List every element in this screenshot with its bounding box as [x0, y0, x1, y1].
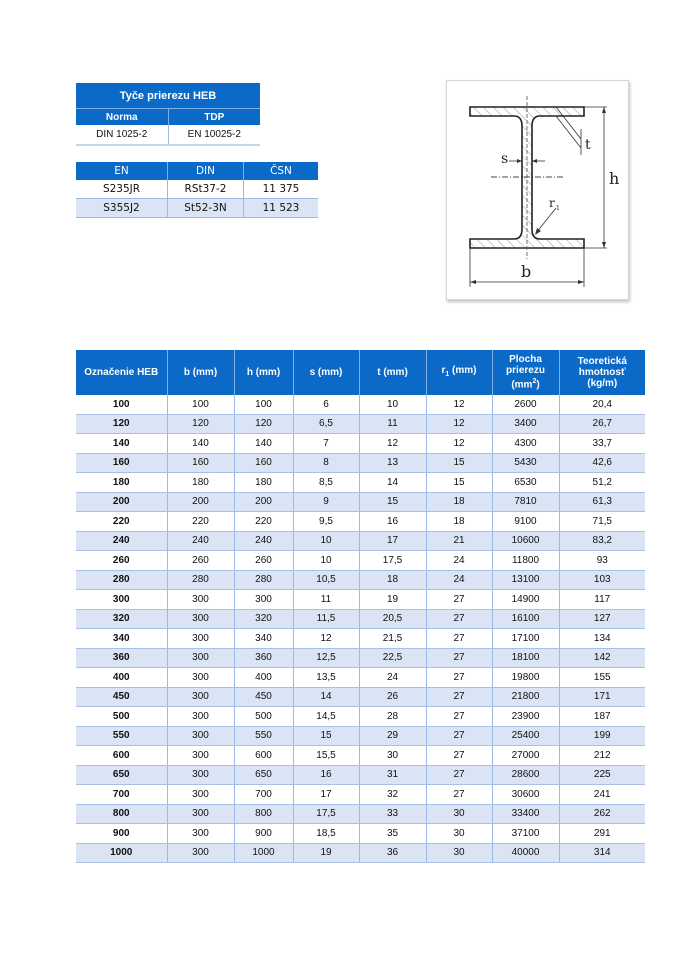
cell-h: 550 [234, 726, 293, 746]
cell-area: 16100 [492, 609, 559, 629]
cell-area: 18100 [492, 648, 559, 668]
cell-b: 300 [167, 843, 234, 863]
cell-h: 450 [234, 687, 293, 707]
table-row [76, 785, 645, 805]
cell-b: 140 [167, 434, 234, 454]
profile-table-title: Tyče prierezu HEB [76, 83, 260, 109]
cell-b: 160 [167, 453, 234, 473]
cell-s: 10 [293, 551, 359, 571]
cell-r1: 12 [426, 395, 492, 414]
cell-mass: 134 [559, 629, 645, 649]
cell-area: 28600 [492, 765, 559, 785]
cell-t: 15 [359, 492, 426, 512]
cell-s: 14 [293, 687, 359, 707]
cell-r1: 15 [426, 453, 492, 473]
cell-mass: 103 [559, 570, 645, 590]
cell-h: 340 [234, 629, 293, 649]
cell-s: 10,5 [293, 570, 359, 590]
table-row [76, 531, 645, 551]
cell-r1: 27 [426, 765, 492, 785]
table-row [76, 551, 645, 571]
cell-r1: 30 [426, 804, 492, 824]
cell-designation: 100 [76, 395, 167, 414]
cell-b: 300 [167, 726, 234, 746]
cell-r1: 24 [426, 570, 492, 590]
cell-t: 10 [359, 395, 426, 414]
svg-text:s: s [501, 151, 509, 167]
cell-b: 300 [167, 687, 234, 707]
cell-designation: 200 [76, 492, 167, 512]
heb-profile-diagram [446, 80, 629, 300]
cell-h: 100 [234, 395, 293, 414]
cell-t: 28 [359, 707, 426, 727]
header-b: b (mm) [167, 350, 234, 395]
cell-b: 220 [167, 512, 234, 532]
cell-mass: 142 [559, 648, 645, 668]
cell-b: 300 [167, 765, 234, 785]
cell-r1: 15 [426, 473, 492, 493]
cell-s: 16 [293, 765, 359, 785]
cell-b: 300 [167, 629, 234, 649]
cell-designation: 900 [76, 824, 167, 844]
cell-mass: 20,4 [559, 395, 645, 414]
header-tdp: TDP [168, 109, 260, 126]
value-norma: DIN 1025-2 [76, 125, 168, 145]
cell-area: 30600 [492, 785, 559, 805]
cell-designation: 320 [76, 609, 167, 629]
cell-mass: 83,2 [559, 531, 645, 551]
table-row [76, 824, 645, 844]
cell-t: 22,5 [359, 648, 426, 668]
cell-designation: 700 [76, 785, 167, 805]
cell-mass: 93 [559, 551, 645, 571]
header-s: s (mm) [293, 350, 359, 395]
cell-r1: 18 [426, 492, 492, 512]
cell-en: S355J2 [76, 199, 168, 218]
cell-s: 11,5 [293, 609, 359, 629]
cell-b: 300 [167, 668, 234, 688]
cell-s: 10 [293, 531, 359, 551]
cell-t: 32 [359, 785, 426, 805]
cell-t: 12 [359, 434, 426, 454]
cell-s: 6,5 [293, 414, 359, 434]
cell-r1: 27 [426, 707, 492, 727]
cell-t: 29 [359, 726, 426, 746]
cell-r1: 27 [426, 590, 492, 610]
cell-designation: 260 [76, 551, 167, 571]
cell-s: 17 [293, 785, 359, 805]
cell-area: 5430 [492, 453, 559, 473]
cell-b: 300 [167, 590, 234, 610]
cell-b: 280 [167, 570, 234, 590]
cell-t: 16 [359, 512, 426, 532]
cell-mass: 61,3 [559, 492, 645, 512]
cell-t: 17 [359, 531, 426, 551]
table-row [76, 180, 318, 199]
table-row [76, 570, 645, 590]
cell-s: 7 [293, 434, 359, 454]
cell-r1: 27 [426, 609, 492, 629]
cell-area: 6530 [492, 473, 559, 493]
table-row [76, 453, 645, 473]
cell-h: 1000 [234, 843, 293, 863]
cell-h: 160 [234, 453, 293, 473]
table-header-row [76, 350, 645, 395]
cell-s: 8 [293, 453, 359, 473]
cell-area: 11800 [492, 551, 559, 571]
cell-en: S235JR [76, 180, 168, 199]
cell-b: 300 [167, 707, 234, 727]
cell-designation: 500 [76, 707, 167, 727]
cell-designation: 180 [76, 473, 167, 493]
cell-h: 260 [234, 551, 293, 571]
cell-h: 200 [234, 492, 293, 512]
steel-grades-table [76, 162, 318, 218]
cell-t: 18 [359, 570, 426, 590]
cell-r1: 24 [426, 551, 492, 571]
cell-mass: 127 [559, 609, 645, 629]
cell-t: 36 [359, 843, 426, 863]
cell-s: 9 [293, 492, 359, 512]
cell-t: 13 [359, 453, 426, 473]
cell-s: 9,5 [293, 512, 359, 532]
cell-area: 3400 [492, 414, 559, 434]
cell-mass: 155 [559, 668, 645, 688]
cell-h: 120 [234, 414, 293, 434]
cell-t: 24 [359, 668, 426, 688]
cell-t: 11 [359, 414, 426, 434]
cell-s: 11 [293, 590, 359, 610]
cell-h: 360 [234, 648, 293, 668]
cell-t: 26 [359, 687, 426, 707]
cell-h: 280 [234, 570, 293, 590]
cell-area: 19800 [492, 668, 559, 688]
cell-t: 20,5 [359, 609, 426, 629]
cell-designation: 120 [76, 414, 167, 434]
cell-s: 12,5 [293, 648, 359, 668]
cell-h: 500 [234, 707, 293, 727]
cell-designation: 300 [76, 590, 167, 610]
cell-designation: 400 [76, 668, 167, 688]
cell-area: 14900 [492, 590, 559, 610]
header-t: t (mm) [359, 350, 426, 395]
header-h: h (mm) [234, 350, 293, 395]
table-row [76, 414, 645, 434]
cell-area: 10600 [492, 531, 559, 551]
cell-t: 14 [359, 473, 426, 493]
cell-b: 300 [167, 824, 234, 844]
cell-h: 800 [234, 804, 293, 824]
cell-t: 33 [359, 804, 426, 824]
cell-csn: 11 375 [244, 180, 319, 199]
header-designation: Označenie HEB [76, 350, 167, 395]
cell-designation: 600 [76, 746, 167, 766]
cell-designation: 550 [76, 726, 167, 746]
cell-area: 13100 [492, 570, 559, 590]
cell-mass: 42,6 [559, 453, 645, 473]
cell-r1: 27 [426, 746, 492, 766]
cell-h: 900 [234, 824, 293, 844]
cell-t: 21,5 [359, 629, 426, 649]
cell-b: 100 [167, 395, 234, 414]
table-row [76, 434, 645, 454]
svg-text:t: t [585, 137, 591, 153]
table-row [76, 609, 645, 629]
cell-area: 21800 [492, 687, 559, 707]
table-row [76, 765, 645, 785]
cell-r1: 27 [426, 687, 492, 707]
table-row [76, 707, 645, 727]
cell-r1: 21 [426, 531, 492, 551]
cell-mass: 187 [559, 707, 645, 727]
header-csn: ČSN [244, 162, 319, 180]
cell-mass: 225 [559, 765, 645, 785]
cell-mass: 199 [559, 726, 645, 746]
cell-h: 320 [234, 609, 293, 629]
cell-b: 300 [167, 609, 234, 629]
table-row [76, 726, 645, 746]
cell-h: 650 [234, 765, 293, 785]
cell-b: 300 [167, 785, 234, 805]
table-row [76, 746, 645, 766]
cell-b: 300 [167, 746, 234, 766]
cell-mass: 117 [559, 590, 645, 610]
cell-area: 2600 [492, 395, 559, 414]
cell-b: 200 [167, 492, 234, 512]
svg-text:h: h [609, 169, 620, 188]
heb-dimensions-table [76, 350, 645, 863]
table-row [76, 648, 645, 668]
cell-h: 400 [234, 668, 293, 688]
cell-mass: 26,7 [559, 414, 645, 434]
cell-mass: 51,2 [559, 473, 645, 493]
cell-h: 220 [234, 512, 293, 532]
cell-r1: 30 [426, 843, 492, 863]
cell-designation: 450 [76, 687, 167, 707]
cell-h: 140 [234, 434, 293, 454]
cell-designation: 340 [76, 629, 167, 649]
cell-h: 180 [234, 473, 293, 493]
cell-s: 8,5 [293, 473, 359, 493]
cell-area: 33400 [492, 804, 559, 824]
cell-s: 15 [293, 726, 359, 746]
table-row [76, 512, 645, 532]
cell-s: 18,5 [293, 824, 359, 844]
cell-mass: 291 [559, 824, 645, 844]
cell-b: 180 [167, 473, 234, 493]
table-row [76, 687, 645, 707]
table-row [76, 199, 318, 218]
cell-designation: 800 [76, 804, 167, 824]
cell-r1: 27 [426, 629, 492, 649]
table-row [76, 668, 645, 688]
cell-t: 17,5 [359, 551, 426, 571]
table-row [76, 492, 645, 512]
cell-s: 6 [293, 395, 359, 414]
cell-din: St52-3N [168, 199, 244, 218]
cell-designation: 240 [76, 531, 167, 551]
table-row [76, 804, 645, 824]
cell-r1: 12 [426, 434, 492, 454]
cell-area: 40000 [492, 843, 559, 863]
cell-s: 12 [293, 629, 359, 649]
table-row [76, 395, 645, 414]
cell-b: 240 [167, 531, 234, 551]
cell-area: 27000 [492, 746, 559, 766]
cell-designation: 650 [76, 765, 167, 785]
cell-area: 23900 [492, 707, 559, 727]
cell-h: 300 [234, 590, 293, 610]
cell-t: 30 [359, 746, 426, 766]
cell-h: 240 [234, 531, 293, 551]
cell-t: 31 [359, 765, 426, 785]
header-r1: $r_1$ (mm) [426, 350, 492, 395]
cell-mass: 314 [559, 843, 645, 863]
cell-designation: 1000 [76, 843, 167, 863]
cell-area: 9100 [492, 512, 559, 532]
profile-standard-table [76, 83, 260, 146]
cell-s: 14,5 [293, 707, 359, 727]
cell-mass: 212 [559, 746, 645, 766]
cell-t: 19 [359, 590, 426, 610]
svg-text:r: r [549, 196, 555, 210]
cell-s: 13,5 [293, 668, 359, 688]
cell-mass: 71,5 [559, 512, 645, 532]
cell-din: RSt37-2 [168, 180, 244, 199]
cell-mass: 171 [559, 687, 645, 707]
cell-mass: 262 [559, 804, 645, 824]
table-row [76, 590, 645, 610]
cell-s: 19 [293, 843, 359, 863]
header-norma: Norma [76, 109, 168, 126]
svg-text:b: b [521, 262, 532, 281]
cell-r1: 27 [426, 785, 492, 805]
cell-r1: 12 [426, 414, 492, 434]
cell-designation: 280 [76, 570, 167, 590]
header-mass: Teoretická hmotnosť (kg/m) [559, 350, 645, 395]
cell-mass: 241 [559, 785, 645, 805]
cell-area: 25400 [492, 726, 559, 746]
cell-designation: 220 [76, 512, 167, 532]
i-beam-cross-section-icon [447, 81, 628, 299]
cell-designation: 160 [76, 453, 167, 473]
cell-r1: 27 [426, 648, 492, 668]
cell-designation: 140 [76, 434, 167, 454]
header-din: DIN [168, 162, 244, 180]
header-area: Plocha prierezu $(mm^2)$ [492, 350, 559, 395]
cell-h: 700 [234, 785, 293, 805]
cell-s: 17,5 [293, 804, 359, 824]
cell-r1: 27 [426, 668, 492, 688]
cell-area: 37100 [492, 824, 559, 844]
table-row [76, 473, 645, 493]
table-row [76, 629, 645, 649]
cell-t: 35 [359, 824, 426, 844]
cell-mass: 33,7 [559, 434, 645, 454]
cell-csn: 11 523 [244, 199, 319, 218]
cell-b: 300 [167, 804, 234, 824]
cell-s: 15,5 [293, 746, 359, 766]
cell-r1: 30 [426, 824, 492, 844]
cell-area: 7810 [492, 492, 559, 512]
value-tdp: EN 10025-2 [168, 125, 260, 145]
cell-b: 300 [167, 648, 234, 668]
table-row [76, 843, 645, 863]
cell-b: 260 [167, 551, 234, 571]
cell-b: 120 [167, 414, 234, 434]
cell-h: 600 [234, 746, 293, 766]
cell-area: 17100 [492, 629, 559, 649]
cell-designation: 360 [76, 648, 167, 668]
svg-text:1: 1 [556, 205, 560, 212]
cell-r1: 18 [426, 512, 492, 532]
header-en: EN [76, 162, 168, 180]
cell-area: 4300 [492, 434, 559, 454]
cell-r1: 27 [426, 726, 492, 746]
